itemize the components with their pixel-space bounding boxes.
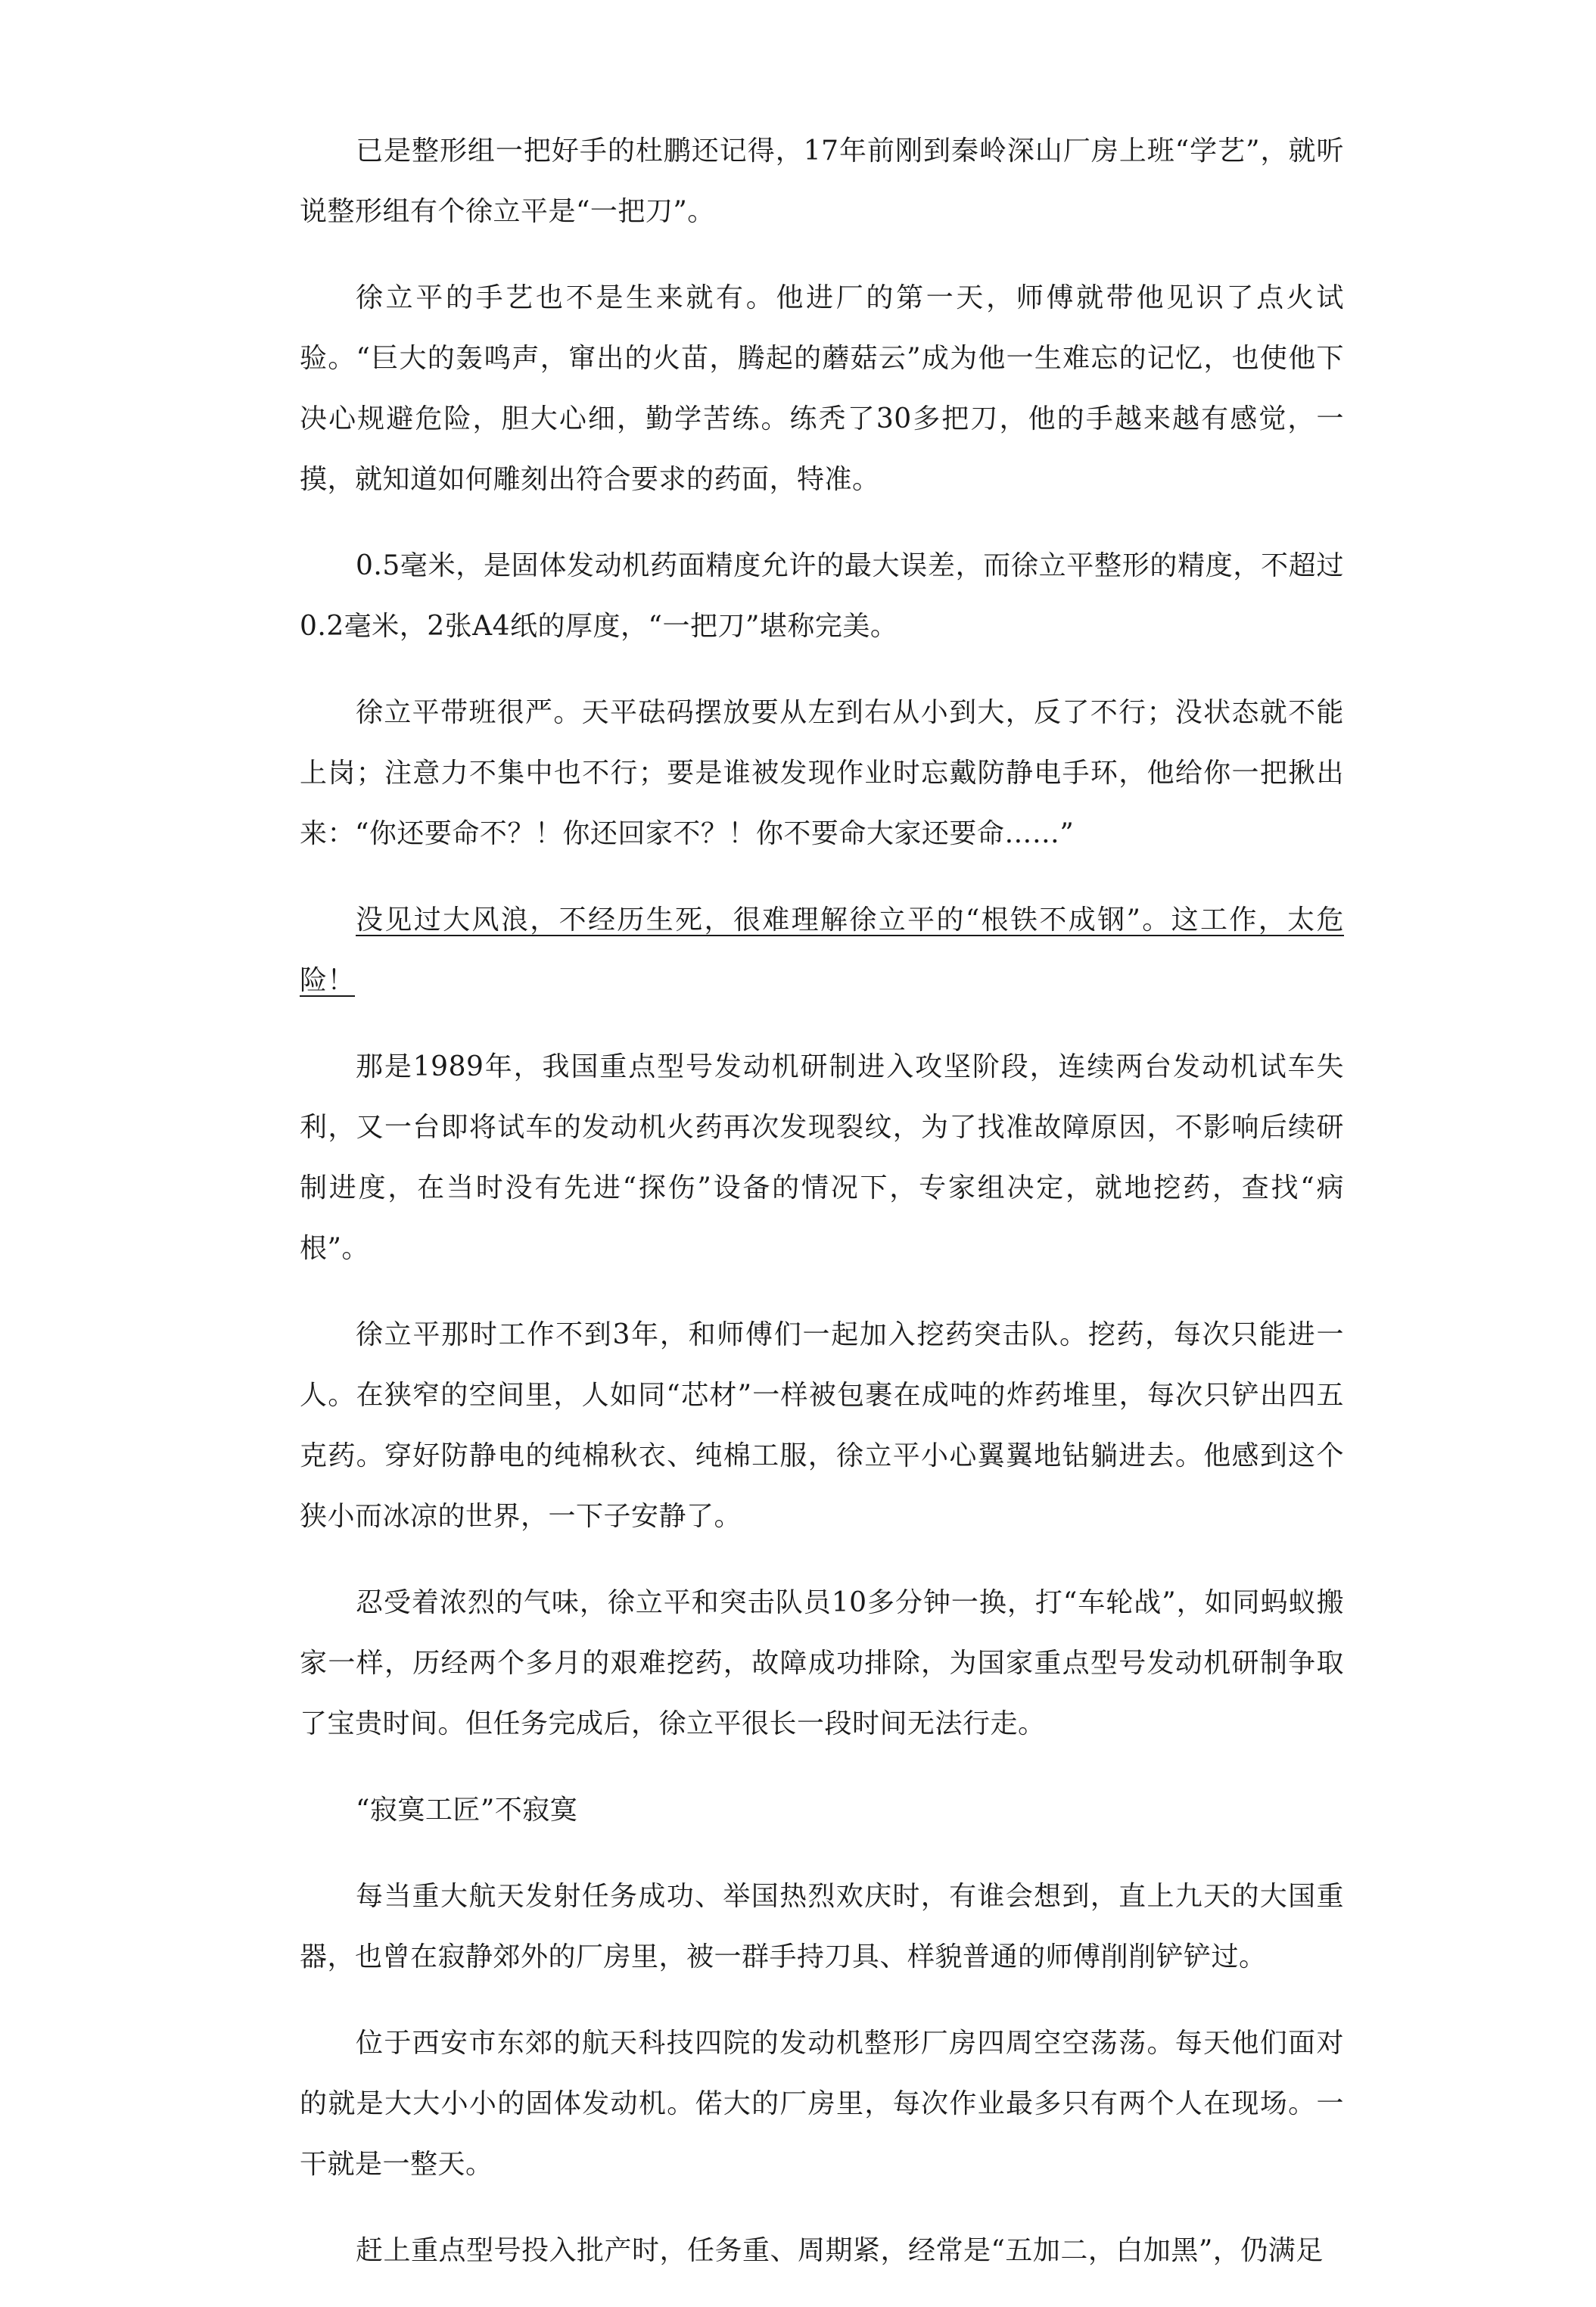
paragraph: 0.5毫米，是固体发动机药面精度允许的最大误差，而徐立平整形的精度，不超过0.2毫米，2张A4纸的厚度，“一把刀”堪称完美。 xyxy=(300,550,1344,642)
paragraph: 徐立平的手艺也不是生来就有。他进厂的第一天，师傅就带他见识了点火试验。“巨大的轰鸣声，窜出的火苗，腾起的蘑菇云”成为他一生难忘的记忆，也使他下决心规避危险，胆大心细，勤学苦练。练秃了30多把刀，他的手越来越有感觉，一摸，就知道如何雕刻出符合要求的药面，特准。 xyxy=(300,282,1344,495)
underlined-paragraph xyxy=(300,890,1344,1011)
article-body xyxy=(300,121,1344,2307)
paragraph: 徐立平带班很严。天平砝码摆放要从左到右从小到大，反了不行；没状态就不能上岗；注意力不集中也不行；要是谁被发现作业时忘戴防静电手环，他给你一把揪出来：“你还要命不？！你还回家不？！你不要命大家还要命……” xyxy=(300,697,1344,849)
section-heading: “寂寞工匠”不寂寞 xyxy=(356,1795,578,1826)
paragraph: 已是整形组一把好手的杜鹏还记得，17年前刚到秦岭深山厂房上班“学艺”，就听说整形组有个徐立平是“一把刀”。 xyxy=(300,135,1344,227)
paragraph: 位于西安市东郊的航天科技四院的发动机整形厂房四周空空荡荡。每天他们面对的就是大大小小的固体发动机。偌大的厂房里，每次作业最多只有两个人在现场。一干就是一整天。 xyxy=(300,2028,1344,2180)
paragraph: 徐立平那时工作不到3年，和师傅们一起加入挖药突击队。挖药，每次只能进一人。在狭窄的空间里，人如同“芯材”一样被包裹在成吨的炸药堆里，每次只铲出四五克药。穿好防静电的纯棉秋衣、纯棉工服，徐立平小心翼翼地钻躺进去。他感到这个狭小而冰凉的世界，一下子安静了。 xyxy=(300,1319,1344,1532)
paragraph: 每当重大航天发射任务成功、举国热烈欢庆时，有谁会想到，直上九天的大国重器，也曾在寂静郊外的厂房里，被一群手持刀具、样貌普通的师傅削削铲铲过。 xyxy=(300,1881,1344,1972)
underlined-text: 没见过大风浪，不经历生死，很难理解徐立平的“根铁不成钢”。这工作，太危险！ xyxy=(300,904,1344,996)
paragraph: 忍受着浓烈的气味，徐立平和突击队员10多分钟一换，打“车轮战”，如同蚂蚁搬家一样，历经两个多月的艰难挖药，故障成功排除，为国家重点型号发动机研制争取了宝贵时间。但任务完成后，徐立平很长一段时间无法行走。 xyxy=(300,1587,1344,1739)
paragraph: 赶上重点型号投入批产时，任务重、周期紧，经常是“五加二，白加黑”，仍满足 xyxy=(356,2235,1324,2266)
paragraph: 那是1989年，我国重点型号发动机研制进入攻坚阶段，连续两台发动机试车失利，又一台即将试车的发动机火药再次发现裂纹，为了找准故障原因，不影响后续研制进度，在当时没有先进“探伤”设备的情况下，专家组决定，就地挖药，查找“病根”。 xyxy=(300,1051,1344,1264)
